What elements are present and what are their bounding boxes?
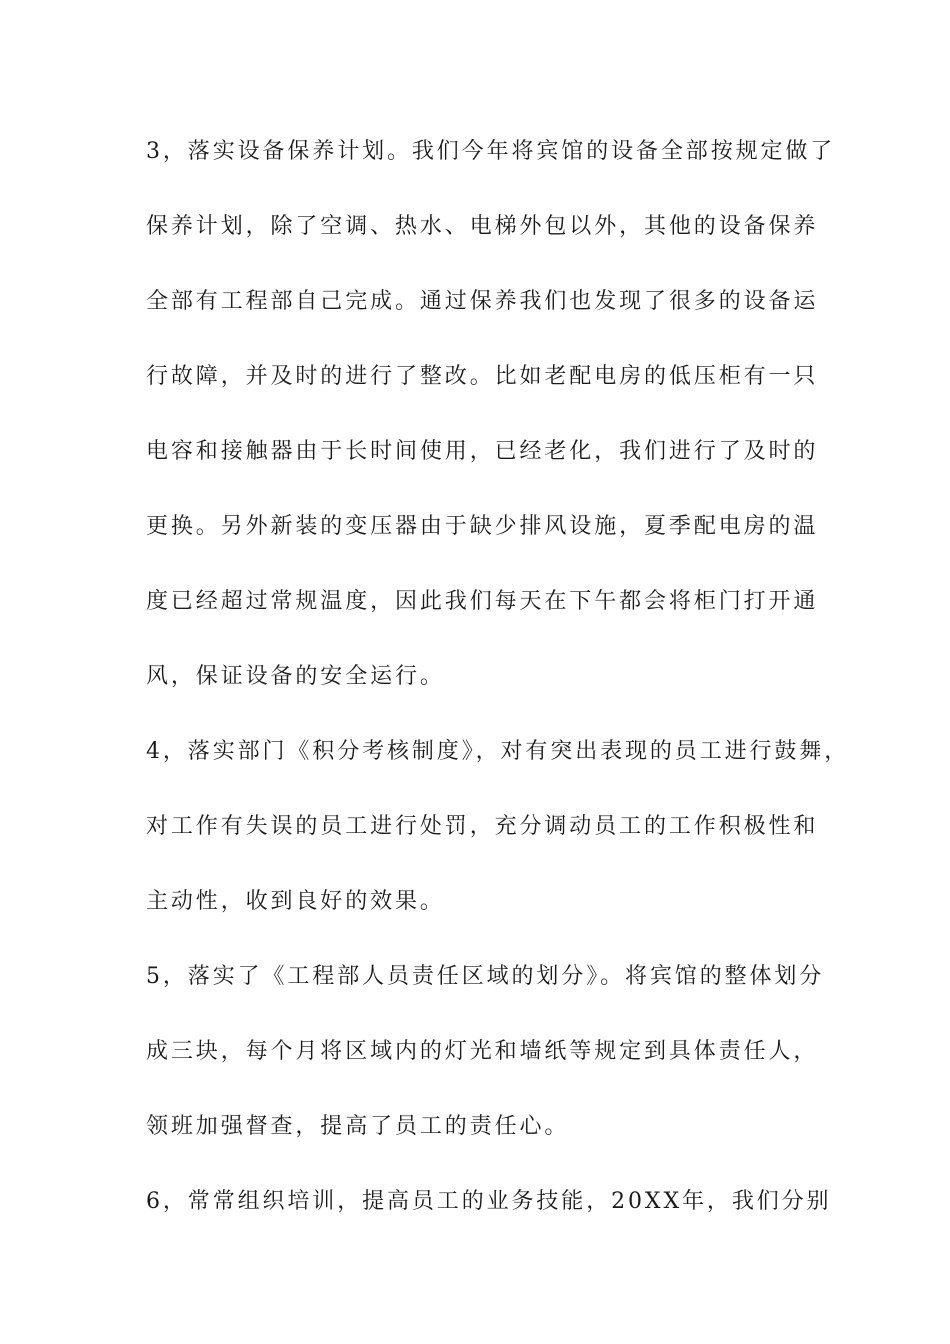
text-line: 全部有工程部自己完成。通过保养我们也发现了很多的设备运: [146, 289, 819, 314]
text-line: 对工作有失误的员工进行处罚，充分调动员工的工作积极性和: [146, 814, 819, 839]
text-line: 领班加强督查，提高了员工的责任心。: [146, 1114, 570, 1139]
text-line: 6，常常组织培训，提高员工的业务技能，20XX年，我们分别: [146, 1189, 832, 1214]
text-line: 保养计划，除了空调、热水、电梯外包以外，其他的设备保养: [146, 214, 819, 239]
text-line: 主动性，收到良好的效果。: [146, 889, 445, 914]
text-line: 风，保证设备的安全运行。: [146, 664, 445, 689]
text-line: 3，落实设备保养计划。我们今年将宾馆的设备全部按规定做了: [146, 139, 836, 164]
text-line: 5，落实了《工程部人员责任区域的划分》。将宾馆的整体划分: [146, 964, 825, 989]
text-line: 度已经超过常规温度，因此我们每天在下午都会将柜门打开通: [146, 589, 819, 614]
text-line: 电容和接触器由于长时间使用，已经老化，我们进行了及时的: [146, 439, 819, 464]
text-line: 更换。另外新装的变压器由于缺少排风设施，夏季配电房的温: [146, 514, 819, 539]
text-line: 成三块，每个月将区域内的灯光和墙纸等规定到具体责任人，: [146, 1039, 819, 1064]
text-line: 行故障，并及时的进行了整改。比如老配电房的低压柜有一只: [146, 364, 819, 389]
text-line: 4，落实部门《积分考核制度》，对有突出表现的员工进行鼓舞，: [146, 739, 850, 764]
